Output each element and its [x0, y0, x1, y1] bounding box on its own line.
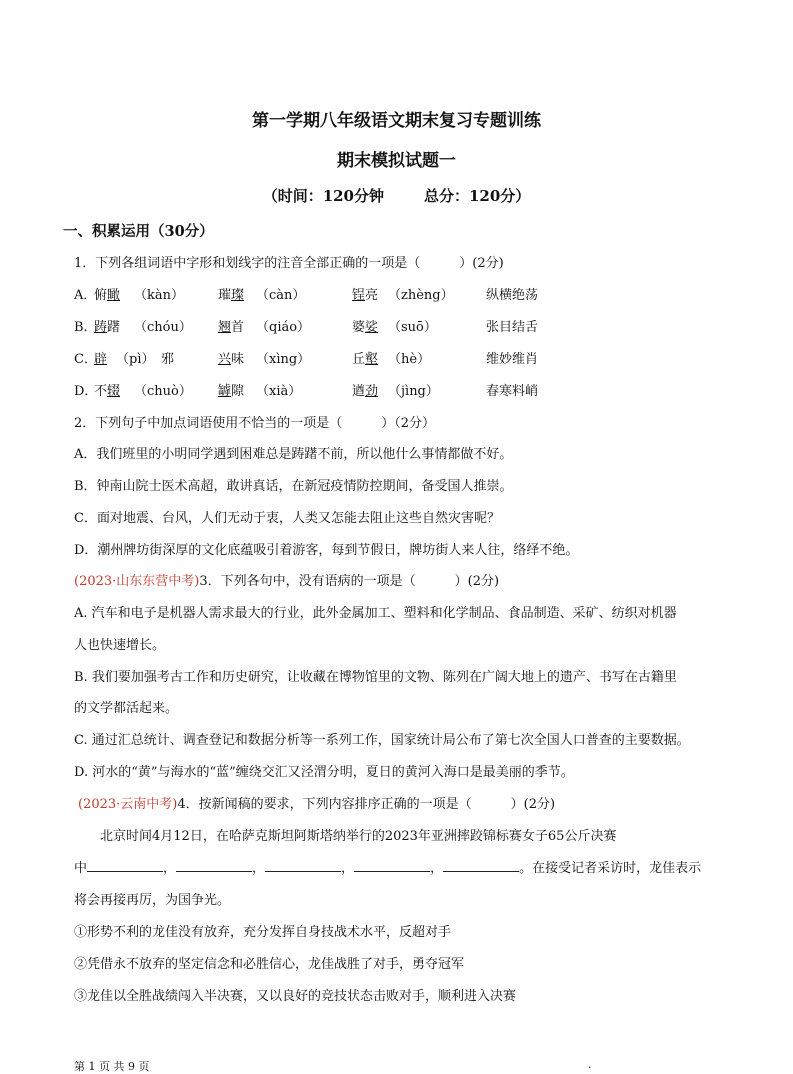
- question-2-option-d: D．潮州牌坊街深厚的文化底蕴吸引着游客，每到节假日，牌坊街人来人往，络绎不绝。: [74, 543, 579, 558]
- question-4-item-1: ①形势不利的龙佳没有放弃，充分发挥自身技战术水平，反超对手: [74, 925, 452, 940]
- option-word: 兴味: [218, 352, 245, 367]
- option-word: 锃亮: [352, 288, 379, 303]
- question-3-source-tag: (2023·山东东营中考): [74, 574, 200, 589]
- fill-blank-3[interactable]: [265, 859, 341, 872]
- option-letter: B．: [74, 320, 97, 335]
- section-heading: 一、积累运用（30分）: [63, 223, 214, 240]
- question-2-option-b: B．钟南山院士医术高超，敢讲真话，在新冠疫情防控期间，备受国人推崇。: [74, 479, 513, 494]
- option-word: 张目结舌: [486, 320, 539, 335]
- fill-blank-1[interactable]: [87, 859, 163, 872]
- option-word: 婆娑: [352, 320, 379, 335]
- question-2-option-a: A．我们班里的小明同学遇到困难总是踌躇不前，所以他什么事情都做不好。: [74, 447, 513, 462]
- option-letter: C．: [74, 352, 97, 367]
- passage-text: 中: [74, 861, 88, 876]
- option-pinyin: （kàn）: [134, 288, 185, 303]
- option-word: 不辍: [94, 384, 121, 399]
- question-4-item-3: ③龙佳以全胜战绩闯入半决赛，又以良好的竞技状态击败对手，顺利进入决赛: [74, 989, 517, 1004]
- document-subtitle: 期末模拟试题一: [337, 151, 456, 171]
- fill-blank-4[interactable]: [354, 859, 430, 872]
- document-title: 第一学期八年级语文期末复习专题训练: [252, 111, 541, 131]
- question-4-passage-line1: 北京时间4月12日，在哈萨克斯坦阿斯塔纳举行的2023年亚洲摔跤锦标赛女子65公斤决赛: [100, 829, 617, 844]
- option-word: 翘首: [218, 320, 245, 335]
- question-3-option-d: D. 河水的“黄”与海水的“蓝”缠绕交汇又泾渭分明，夏日的黄河入海口是最美丽的季节。: [74, 765, 574, 780]
- question-3-stem-line: [74, 570, 499, 589]
- option-letter: A．: [74, 288, 97, 303]
- exam-time: （时间：120分钟: [262, 187, 384, 205]
- option-pinyin: （zhèng）: [388, 288, 454, 303]
- question-4-stem-line: [78, 793, 555, 812]
- fill-blank-5[interactable]: [443, 859, 519, 872]
- question-2-stem: 2．下列句子中加点词语使用不恰当的一项是（ ）（2分）: [74, 416, 436, 431]
- question-4-passage-line2: 中 ， ， ， ， 。在接受记者采访时，龙佳表示: [74, 861, 702, 876]
- question-4-stem: 4．按新闻稿的要求，下列内容排序正确的一项是（ ）(2分): [177, 797, 556, 812]
- question-4-source-tag: (2023·云南中考): [78, 797, 178, 812]
- question-3-option-c: C. 通过汇总统计、调查登记和数据分析等一系列工作，国家统计局公布了第七次全国人口普查的主要数据。: [74, 733, 690, 748]
- option-word: 罅隙: [218, 384, 245, 399]
- option-word: 俯瞰: [94, 288, 121, 303]
- option-pinyin: （pì） 邪: [116, 352, 174, 367]
- option-pinyin: （xìng）: [256, 352, 311, 367]
- option-letter: D．: [74, 384, 98, 399]
- question-4-passage-line3: 将会再接再厉，为国争光。: [74, 893, 231, 908]
- question-1-stem: 1．下列各组词语中字形和划线字的注音全部正确的一项是（ ）(2分): [74, 256, 504, 271]
- question-3-stem: 3．下列各句中，没有语病的一项是（ ）(2分): [199, 574, 500, 589]
- option-pinyin: （xià）: [256, 384, 302, 399]
- question-3-option-a: A. 汽车和电子是机器人需求最大的行业，此外金属加工、塑料和化学制品、食品制造、采矿、纺织对机器: [74, 606, 677, 621]
- question-3-option-b: B. 我们要加强考古工作和历史研究，让收藏在博物馆里的文物、陈列在广阔大地上的遗产、书写在古籍里: [74, 670, 677, 685]
- option-word: 丘壑: [352, 352, 379, 367]
- option-pinyin: （suō）: [388, 320, 437, 335]
- option-word: 维妙维肖: [486, 352, 539, 367]
- option-pinyin: （càn）: [256, 288, 306, 303]
- option-word: 辟: [94, 352, 108, 367]
- option-word: 璀璨: [218, 288, 245, 303]
- option-word: 遒劲: [352, 384, 379, 399]
- page-number: 第 1 页 共 9 页: [74, 1060, 150, 1073]
- option-word: 春寒料峭: [486, 384, 539, 399]
- footer-dot: .: [588, 1058, 592, 1071]
- option-word: 纵横绝荡: [486, 288, 539, 303]
- option-pinyin: （chuò）: [134, 384, 192, 399]
- exam-score: 总分：120分）: [424, 187, 531, 205]
- exam-info: [0, 185, 793, 206]
- passage-text: 。在接受记者采访时，龙佳表示: [519, 861, 702, 876]
- question-3-option-b-cont: 的文学都活起来。: [74, 701, 179, 716]
- option-pinyin: （chóu）: [134, 320, 192, 335]
- option-pinyin: （qiáo）: [256, 320, 311, 335]
- question-4-item-2: ②凭借永不放弃的坚定信念和必胜信心，龙佳战胜了对手，勇夺冠军: [74, 957, 465, 972]
- question-3-option-a-cont: 人也快速增长。: [74, 638, 166, 653]
- option-pinyin: （hè）: [388, 352, 431, 367]
- option-pinyin: （jìng）: [388, 384, 439, 399]
- option-word: 踌躇: [94, 320, 121, 335]
- fill-blank-2[interactable]: [176, 859, 252, 872]
- question-2-option-c: C．面对地震、台风，人们无动于衷，人类又怎能去阻止这些自然灾害呢？: [74, 511, 500, 526]
